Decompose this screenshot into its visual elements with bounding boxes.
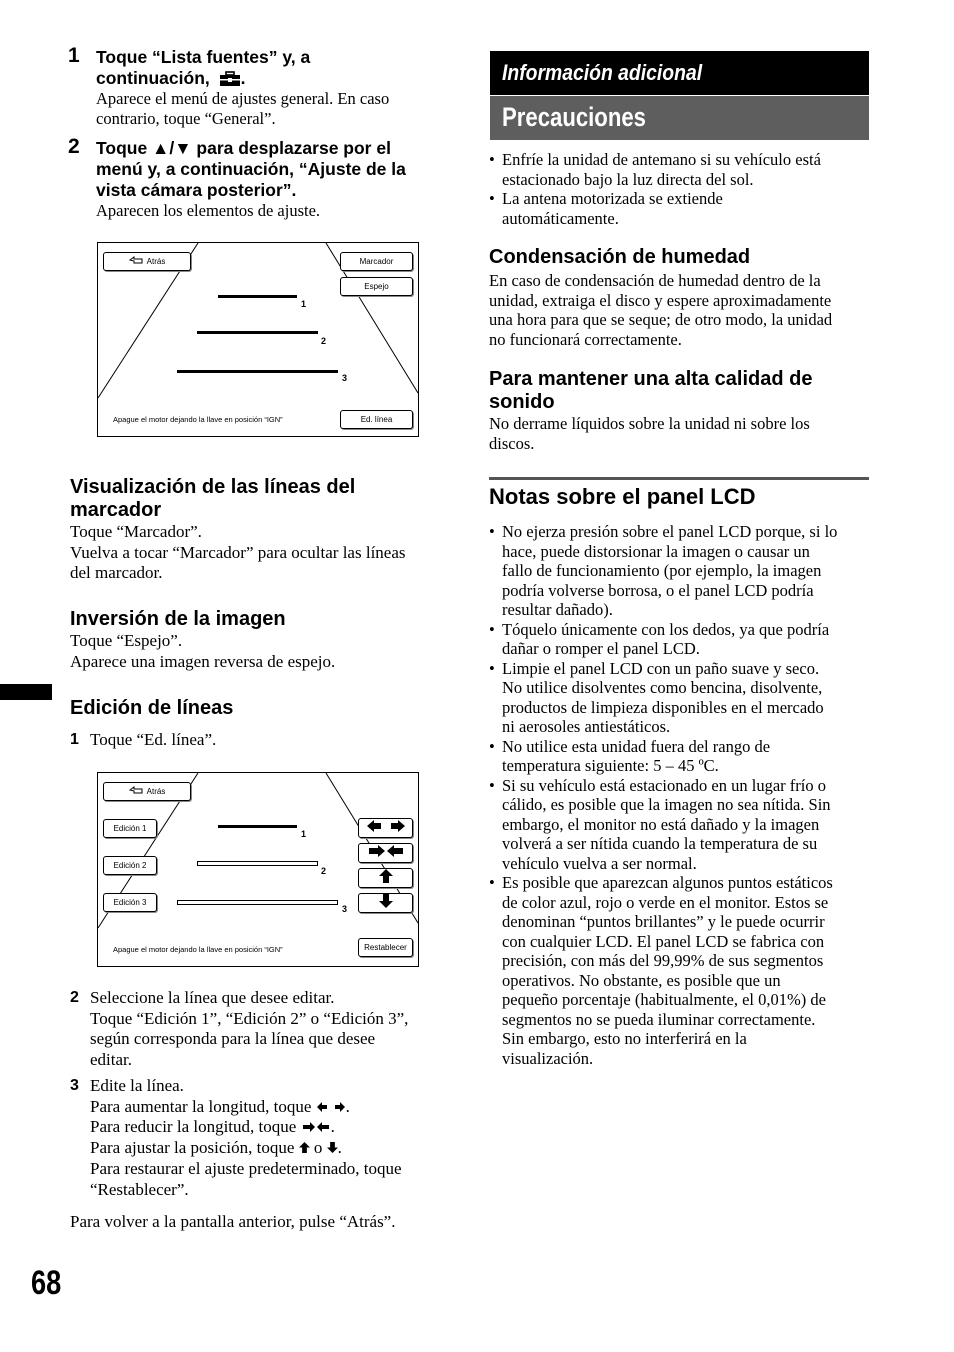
section-tab-marker <box>0 684 52 700</box>
body-line: no funcionará correctamente. <box>489 329 682 349</box>
section-heading <box>70 476 355 522</box>
heading-line: Para mantener una alta calidad de <box>489 368 813 390</box>
step-heading-text: . <box>240 68 246 88</box>
marker-line-label: 1 <box>301 829 307 839</box>
banner-precauciones <box>490 96 869 140</box>
list-item-line: Sin embargo, esto no interferirá en la <box>502 1029 747 1048</box>
heading-line: Visualización de las líneas del <box>70 476 356 498</box>
arrow-down-icon <box>327 1138 338 1159</box>
list-item-line: visualización. <box>502 1048 594 1068</box>
body-text: o <box>313 1138 323 1158</box>
back-label: Atrás <box>146 257 166 266</box>
body-text: Para reducir la longitud, toque <box>90 1117 297 1137</box>
precautions-list <box>489 150 874 228</box>
arrows-out-icon <box>366 819 406 837</box>
lcd-notes-list <box>489 522 874 1068</box>
body-line: Para ajustar la posición, toque o . <box>90 1138 342 1158</box>
body-line: contrario, toque “General”. <box>96 108 276 128</box>
marker-line-label: 3 <box>342 373 348 383</box>
list-item <box>489 659 874 737</box>
body-line: Vuelva a tocar “Marcador” para ocultar las líneas <box>70 542 406 562</box>
list-item-line: precisión, con más del 99,99% de sus segmentos <box>502 951 824 970</box>
step-number: 2 <box>68 135 80 158</box>
list-item-line: fallo de funcionamiento (por ejemplo, la imagen <box>502 561 822 580</box>
body-line: “Restablecer”. <box>90 1179 189 1199</box>
list-item-line: • Limpie el panel LCD con un paño suave y seco. <box>502 658 820 678</box>
step-heading <box>96 47 310 92</box>
list-item <box>489 737 874 776</box>
arrow-down-icon <box>379 894 393 913</box>
back-arrow-icon <box>129 786 143 797</box>
list-item-line: pequeño porcentaje (habitualmente, el 0,01%) de <box>502 990 826 1009</box>
arrows-out-icon <box>316 1097 346 1118</box>
section-heading: Inversión de la imagen <box>70 608 286 630</box>
step-heading-text: continuación, <box>96 68 210 88</box>
body-line: Aparece el menú de ajustes general. En caso <box>96 89 390 108</box>
list-item-line: vehículo vuelva a ser normal. <box>502 853 697 873</box>
step-body <box>90 988 408 1071</box>
step-heading-line: Toque “Lista fuentes” y, a <box>96 47 311 67</box>
banner-precauciones-title: Precauciones <box>502 102 646 132</box>
arrow-up-icon <box>379 869 393 888</box>
marker-line-label: 2 <box>321 866 327 876</box>
list-item <box>489 776 874 874</box>
list-item-line: • No utilice esta unidad fuera del rango de <box>502 736 771 756</box>
footer-note: Para volver a la pantalla anterior, pulse “Atrás”. <box>70 1212 396 1231</box>
marker-line-2 <box>197 861 318 866</box>
body-line: una hora para que se seque; de otro modo, la unidad <box>489 310 833 329</box>
camera-settings-screen <box>97 242 419 437</box>
body-line: Toque “Edición 1”, “Edición 2” o “Edición 3”, <box>90 1008 409 1028</box>
list-item-line: • La antena motorizada se extiende <box>502 189 723 208</box>
arrows-in-icon <box>366 844 406 862</box>
list-item-line: ni aerosoles antiestáticos. <box>502 717 671 736</box>
section-heading <box>489 368 812 414</box>
list-item-line: • Tóquelo únicamente con los dedos, ya que podría <box>502 619 830 639</box>
list-item-line: con cualquier LCD. El panel LCD se fabrica con <box>502 931 825 951</box>
list-item-line: estacionado bajo la luz directa del sol. <box>502 169 754 189</box>
list-item-line: resultar dañado). <box>502 600 613 619</box>
step-heading-line: vista cámara posterior”. <box>96 180 297 200</box>
marcador-button[interactable]: Marcador <box>340 252 413 271</box>
heading-line: marcador <box>70 499 162 521</box>
step-body: Aparecen los elementos de ajuste. <box>96 201 321 220</box>
list-item-line: denominan “puntos brillantes” y le puede ocurrir <box>502 912 825 931</box>
page-number: 68 <box>31 1264 62 1302</box>
body-line: Toque “Marcador”. <box>70 522 202 541</box>
step-body <box>90 1076 402 1200</box>
arrows-in-icon <box>301 1117 331 1138</box>
section-rule <box>489 477 869 480</box>
section-body <box>70 631 335 672</box>
body-line: Toque “Espejo”. <box>70 631 183 650</box>
step-number: 1 <box>68 44 80 67</box>
body-line: Para aumentar la longitud, toque . <box>90 1096 350 1116</box>
body-line: Seleccione la línea que desee editar. <box>90 988 335 1007</box>
arrow-up-icon <box>299 1138 310 1159</box>
back-label: Atrás <box>146 787 166 796</box>
list-item-line: • No ejerza presión sobre el panel LCD porque, si lo <box>502 522 838 541</box>
list-item-line: temperatura siguiente: 5 – 45 ºC. <box>502 756 719 775</box>
body-line: según corresponda para la línea que desee <box>90 1029 376 1049</box>
list-item-line: volverá a ser nítida cuando la temperatura de su <box>502 834 818 853</box>
edit-lines-screen <box>97 772 419 967</box>
body-line: En caso de condensación de humedad dentro de la <box>489 271 821 290</box>
move-down-button[interactable] <box>358 893 413 913</box>
marker-line-2 <box>197 331 318 334</box>
step-heading <box>96 138 406 201</box>
body-line: unidad, extraiga el disco y espere aproximadamente <box>489 290 832 310</box>
list-item-line: podría volverse borrosa, o el panel LCD podría <box>502 580 814 600</box>
heading-line: sonido <box>489 391 555 413</box>
body-line: Edite la línea. <box>90 1076 184 1095</box>
step-heading-line: menú y, a continuación, “Ajuste de la <box>96 159 406 179</box>
reset-button[interactable]: Restablecer <box>358 938 413 957</box>
body-line: del marcador. <box>70 563 163 582</box>
list-item-line: dañar o romper el panel LCD. <box>502 639 700 658</box>
marker-line-3 <box>177 900 338 905</box>
back-arrow-icon <box>129 256 143 267</box>
marker-line-3 <box>177 370 338 373</box>
banner-info <box>490 51 869 95</box>
list-item-line: embargo, el monitor no está dañado y la imagen <box>502 814 820 834</box>
body-line: discos. <box>489 433 535 453</box>
step-number: 3 <box>70 1077 79 1094</box>
body-line: Para reducir la longitud, toque . <box>90 1117 335 1137</box>
banner-info-title: Información adicional <box>502 60 703 85</box>
list-item <box>489 873 874 1068</box>
body-line: editar. <box>90 1050 133 1070</box>
section-heading: Notas sobre el panel LCD <box>489 484 756 509</box>
espejo-button[interactable]: Espejo <box>340 277 413 296</box>
list-item-line: segmentos no se pueda iluminar correctamente. <box>502 1009 816 1029</box>
body-text: Para ajustar la posición, toque <box>90 1138 295 1158</box>
edit-line-button[interactable]: Ed. línea <box>340 410 413 429</box>
list-item-line: automáticamente. <box>502 208 619 228</box>
list-item <box>489 620 874 659</box>
back-button[interactable] <box>103 252 191 271</box>
back-button[interactable] <box>103 782 191 801</box>
lengthen-button[interactable] <box>358 818 413 838</box>
list-item <box>489 189 874 228</box>
shorten-button[interactable] <box>358 843 413 863</box>
perspective-lines <box>98 243 418 436</box>
list-item-line: cálido, es posible que la imagen no sea nítida. Sin <box>502 795 831 814</box>
marker-line-label: 3 <box>342 904 348 914</box>
section-body <box>70 522 406 584</box>
body-text: Para aumentar la longitud, toque <box>90 1096 312 1116</box>
list-item <box>489 522 874 620</box>
list-item-line: de color azul, rojo o verde en el monitor. Estos se <box>502 892 829 912</box>
ignition-note: Apague el motor dejando la llave en posición “IGN” <box>113 945 283 954</box>
list-item <box>489 150 874 189</box>
list-item-line: • Si su vehículo está estacionado en un lugar frío o <box>502 775 826 795</box>
list-item-line: operativos. No obstante, es posible que un <box>502 970 781 990</box>
step-body <box>96 89 389 128</box>
edit-2-button[interactable]: Edición 2 <box>103 856 157 875</box>
body-line: Para restaurar el ajuste predeterminado, toque <box>90 1158 402 1178</box>
body-line: No derrame líquidos sobre la unidad ni sobre los <box>489 414 810 433</box>
list-item-line: • Es posible que aparezcan algunos puntos estáticos <box>502 873 833 892</box>
move-up-button[interactable] <box>358 868 413 888</box>
body-line: Aparece una imagen reversa de espejo. <box>70 651 336 671</box>
edit-1-button[interactable]: Edición 1 <box>103 819 157 838</box>
section-body <box>489 271 832 349</box>
list-item-line: hace, puede distorsionar la imagen o causar un <box>502 541 810 561</box>
list-item-line: No utilice disolventes como bencina, disolvente, <box>502 678 823 697</box>
step-number: 2 <box>70 989 79 1006</box>
step-body: Toque “Ed. línea”. <box>90 730 217 749</box>
step-heading-line: Toque ▲/▼ para desplazarse por el <box>96 138 391 158</box>
edit-3-button[interactable]: Edición 3 <box>103 893 157 912</box>
marker-line-1 <box>218 295 297 298</box>
list-item-line: • Enfríe la unidad de antemano si su vehículo está <box>502 150 821 169</box>
section-heading: Condensación de humedad <box>489 246 751 268</box>
list-item-line: productos de limpieza disponibles en el mercado <box>502 697 824 717</box>
marker-line-label: 1 <box>301 299 307 309</box>
marker-line-label: 2 <box>321 336 327 346</box>
section-body <box>489 414 810 453</box>
marker-line-1 <box>218 825 297 828</box>
step-number: 1 <box>70 731 79 748</box>
ignition-note: Apague el motor dejando la llave en posición “IGN” <box>113 415 283 424</box>
section-heading: Edición de líneas <box>70 697 234 719</box>
